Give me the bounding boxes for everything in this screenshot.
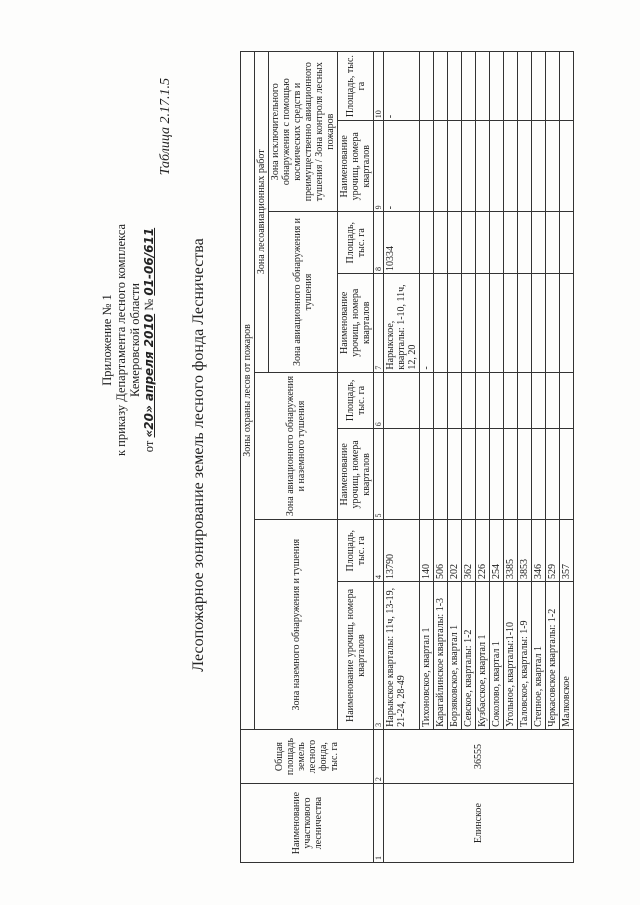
tract-area-cell: 506 (434, 520, 448, 582)
tract-name-cell: Кузбасское, квартал 1 (476, 582, 490, 730)
column-number: 9 (374, 121, 384, 212)
order-date-line (142, 190, 156, 490)
zone-space-header: Зона исключительного обнаружения с помощью космических средств и преимущественно авиационного тушения / Зона контроля лесных пожаров (269, 52, 338, 212)
zone-cell-c9 (504, 121, 518, 212)
zone-cell-c6 (384, 372, 420, 429)
sub-area-header: Площадь, тыс. га (338, 372, 374, 429)
column-number: 2 (374, 729, 384, 783)
sub-name-header: Наименование урочищ, номера кварталов (338, 582, 374, 730)
tract-name-cell: Борзяковское, квартал 1 (448, 582, 462, 730)
zone-cell-c6 (518, 372, 532, 429)
tract-name-cell: Севское, кварталы: 1-2 (462, 582, 476, 730)
zone-cell-c8 (448, 212, 462, 274)
tract-name-cell: Малковское (560, 582, 574, 730)
region-name: Кемеровской области (128, 282, 142, 398)
column-number: 4 (374, 520, 384, 582)
column-number: 8 (374, 212, 384, 274)
sub-area-header: Площадь, тыс. га (338, 520, 374, 582)
tract-area-cell: 529 (546, 520, 560, 582)
group-protection-header: Зоны охраны лесов от пожаров (241, 52, 255, 730)
tract-area-cell: 13790 (384, 520, 420, 582)
tract-name-cell: Угольное, кварталы:1-10 (504, 582, 518, 730)
zone-cell-c6 (462, 372, 476, 429)
zone-cell-c8 (504, 212, 518, 274)
date-prefix: от (142, 440, 156, 453)
column-number: 3 (374, 582, 384, 730)
zone-cell-c8: 10334 (384, 212, 420, 274)
zone-cell-c8 (476, 212, 490, 274)
zone-cell-c6 (504, 372, 518, 429)
tract-area-cell: 202 (448, 520, 462, 582)
zone-cell-c8 (462, 212, 476, 274)
sub-area-header: Площадь, тыс. га (338, 52, 374, 121)
order-date: «20» апреля 2010 (142, 313, 156, 438)
zone-cell-c7 (490, 273, 504, 372)
forestry-name-cell: Елинское (384, 784, 574, 863)
zone-cell-c7 (518, 273, 532, 372)
zone-cell-c10 (490, 52, 504, 121)
zone-cell-c5 (560, 429, 574, 520)
zone-cell-c6 (546, 372, 560, 429)
zone-cell-c9 (462, 121, 476, 212)
zone-cell-c10 (462, 52, 476, 121)
zone-cell-c10: - (384, 52, 420, 121)
zone-cell-c10 (476, 52, 490, 121)
zone-cell-c8 (546, 212, 560, 274)
zone-cell-c9 (560, 121, 574, 212)
zone-cell-c10 (560, 52, 574, 121)
zone-cell-c10 (448, 52, 462, 121)
column-number: 7 (374, 273, 384, 372)
zone-cell-c9: - (384, 121, 420, 212)
zone-cell-c5 (490, 429, 504, 520)
zone-cell-c8 (532, 212, 546, 274)
zone-cell-c8 (420, 212, 434, 274)
zone-cell-c7 (532, 273, 546, 372)
col-total-area-header: Общая площадь земель лесного фонда, тыс. га (241, 729, 374, 783)
zone-cell-c5 (546, 429, 560, 520)
tract-name-cell: Соколово, квартал 1 (490, 582, 504, 730)
zone-cell-c5 (448, 429, 462, 520)
zone-cell-c10 (434, 52, 448, 121)
zone-cell-c7 (448, 273, 462, 372)
zone-cell-c5 (532, 429, 546, 520)
zone-cell-c7 (504, 273, 518, 372)
tract-area-cell: 3385 (504, 520, 518, 582)
column-number: 6 (374, 372, 384, 429)
zone-cell-c9 (434, 121, 448, 212)
zone-cell-c6 (434, 372, 448, 429)
tract-area-cell: 3853 (518, 520, 532, 582)
zone-cell-c7 (476, 273, 490, 372)
zone-cell-c10 (420, 52, 434, 121)
table-row (384, 52, 420, 863)
zone-cell-c10 (532, 52, 546, 121)
tract-name-cell: Тихоновское, квартал 1 (420, 582, 434, 730)
col-forestry-header: Наименование участкового лесничества (241, 784, 374, 863)
zone-cell-c6 (420, 372, 434, 429)
zone-cell-c8 (434, 212, 448, 274)
zone-cell-c6 (448, 372, 462, 429)
table-body (384, 52, 574, 863)
appendix-header (100, 190, 156, 490)
sub-name-header: Наименование урочищ, номера кварталов (338, 273, 374, 372)
tract-name-cell: Таловское, кварталы: 1-9 (518, 582, 532, 730)
header-row-1 (241, 52, 255, 863)
zone-cell-c9 (518, 121, 532, 212)
zone-cell-c7: Нарыкское, кварталы: 1-10, 11ч, 12, 20 (384, 273, 420, 372)
zone-avia-header: Зона авиационного обнаружения и тушения (269, 212, 338, 372)
zone-cell-c6 (560, 372, 574, 429)
zone-cell-c7 (546, 273, 560, 372)
total-area-cell: 36555 (384, 729, 574, 783)
tract-name-cell: Карагайлинское кварталы: 1-3 (434, 582, 448, 730)
zoning-table (240, 51, 574, 863)
column-number: 5 (374, 429, 384, 520)
zone-cell-c9 (546, 121, 560, 212)
zone-ground-header: Зона наземного обнаружения и тушения (255, 520, 338, 729)
number-prefix: № (142, 298, 156, 311)
zone-cell-c9 (448, 121, 462, 212)
column-number-row (374, 52, 384, 863)
zone-avia-ground-header: Зона авиационного обнаружения и наземного тушения (255, 372, 338, 520)
zone-cell-c7 (434, 273, 448, 372)
table-number: Таблица 2.17.1.5 (158, 78, 173, 176)
tract-area-cell: 362 (462, 520, 476, 582)
zone-cell-c9 (476, 121, 490, 212)
zone-cell-c10 (546, 52, 560, 121)
zone-cell-c6 (490, 372, 504, 429)
tract-area-cell: 346 (532, 520, 546, 582)
zone-cell-c5 (420, 429, 434, 520)
tract-area-cell: 226 (476, 520, 490, 582)
zone-cell-c5 (434, 429, 448, 520)
zone-cell-c7 (560, 273, 574, 372)
column-number: 1 (374, 784, 384, 863)
column-number: 10 (374, 52, 384, 121)
tract-name-cell: Степное, квартал 1 (532, 582, 546, 730)
zone-cell-c9 (532, 121, 546, 212)
zone-cell-c8 (490, 212, 504, 274)
zone-cell-c5 (518, 429, 532, 520)
zone-cell-c8 (518, 212, 532, 274)
tract-name-cell: Нарыкское кварталы: 11ч, 13-19, 21-24, 28-49 (384, 582, 420, 730)
sub-name-header: Наименование урочищ, номера кварталов (338, 121, 374, 212)
order-number: 01-06/611 (142, 227, 156, 296)
tract-name-cell: Черкасовское кварталы: 1-2 (546, 582, 560, 730)
zone-cell-c9 (490, 121, 504, 212)
zone-cell-c5 (384, 429, 420, 520)
group-works-header: Зона лесоавиационных работ (255, 52, 269, 373)
tract-area-cell: 357 (560, 520, 574, 582)
zone-cell-c5 (476, 429, 490, 520)
sub-name-header: Наименование урочищ, номера кварталов (338, 429, 374, 520)
zone-cell-c8 (560, 212, 574, 274)
zone-cell-c10 (518, 52, 532, 121)
zone-cell-c5 (504, 429, 518, 520)
tract-area-cell: 140 (420, 520, 434, 582)
document-title: Лесопожарное зонирование земель лесного фонда Лесничества (190, 238, 207, 672)
order-reference: к приказу Департамента лесного комплекса (114, 223, 128, 457)
zone-cell-c7: - (420, 273, 434, 372)
zone-cell-c5 (462, 429, 476, 520)
zone-cell-c7 (462, 273, 476, 372)
appendix-number: Приложение № 1 (100, 294, 114, 386)
zone-cell-c6 (532, 372, 546, 429)
zone-cell-c6 (476, 372, 490, 429)
sub-area-header: Площадь, тыс. га (338, 212, 374, 274)
zone-cell-c9 (420, 121, 434, 212)
zone-cell-c10 (504, 52, 518, 121)
tract-area-cell: 254 (490, 520, 504, 582)
